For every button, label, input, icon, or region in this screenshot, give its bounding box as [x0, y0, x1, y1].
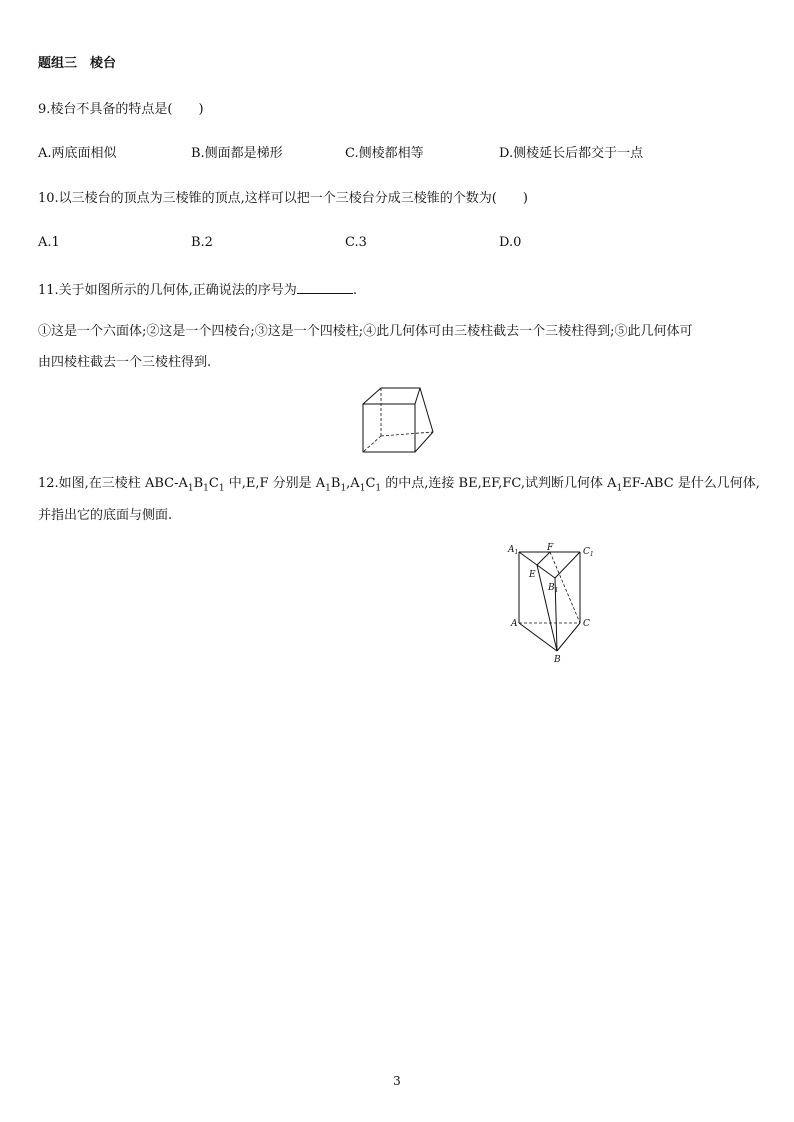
- label-b1: $B_1$: [548, 583, 559, 594]
- label-a1: $A_1$: [508, 545, 519, 556]
- page-number: 3: [393, 1074, 401, 1088]
- hidden-edge-diagonal: [363, 436, 381, 452]
- q11-stem: [38, 280, 357, 300]
- q12-prism-figure: [505, 543, 600, 668]
- q10-stem: 10.以三棱台的顶点为三棱锥的顶点,这样可以把一个三棱台分成三棱锥的个数为( ): [38, 191, 528, 206]
- q12-stem-line-1: [38, 475, 760, 498]
- q12-text-1: 12.如图,在三棱柱 ABC-A: [38, 476, 188, 491]
- subscript: 1: [359, 483, 366, 494]
- subscript: 1: [340, 483, 347, 494]
- label-a: A: [511, 619, 518, 629]
- label-b: B: [554, 655, 561, 665]
- q11-stem-text: 11.关于如图所示的几何体,正确说法的序号为: [38, 283, 297, 298]
- q10-option-d: D.0: [499, 235, 522, 250]
- q10-option-a: A.1: [38, 235, 60, 250]
- q9-option-d: D.侧棱延长后都交于一点: [499, 146, 644, 161]
- subscript: 1: [616, 483, 623, 494]
- label-c1: $C_1$: [583, 547, 594, 558]
- subscript: 1: [375, 483, 382, 494]
- right-faces: [415, 388, 433, 452]
- label-e: E: [529, 570, 536, 580]
- q12-text-6: ,A: [346, 476, 360, 491]
- hidden-edge-back: [381, 432, 433, 436]
- subscript: 1: [203, 483, 209, 494]
- q10-option-c: C.3: [345, 235, 367, 250]
- label-f: F: [547, 543, 554, 553]
- q12-text-2: B: [193, 476, 204, 491]
- q12-text-7: C: [365, 476, 376, 491]
- q11-statements-line-1: ①这是一个六面体;②这是一个四棱台;③这是一个四棱柱;④此几何体可由三棱柱截去一个三棱柱得到;⑤此几何体可: [38, 324, 693, 339]
- q9-stem: 9.棱台不具备的特点是( ): [38, 102, 204, 117]
- label-c: C: [583, 619, 590, 629]
- q9-option-b: B.侧面都是梯形: [191, 146, 283, 161]
- subscript: 1: [325, 483, 331, 494]
- q11-figure: [358, 384, 438, 456]
- edge-c-b: [557, 623, 580, 651]
- q12-text-5: B: [330, 476, 341, 491]
- q10-option-b: B.2: [191, 235, 213, 250]
- q12-stem-line-2: 并指出它的底面与侧面.: [38, 508, 173, 523]
- q12-text-3: C: [208, 476, 219, 491]
- edge-c1-b1: [555, 552, 580, 578]
- front-face: [363, 404, 415, 452]
- q11-statements-line-2: 由四棱柱截去一个三棱柱得到.: [38, 355, 212, 370]
- top-face: [363, 388, 420, 404]
- answer-blank: [297, 280, 353, 294]
- q12-text-9: EF-ABC 是什么几何体,: [622, 476, 760, 491]
- q12-text-4: 中,E,F 分别是 A: [224, 476, 326, 491]
- section-title: 题组三 棱台: [38, 56, 117, 71]
- q12-text-8: 的中点,连接 BE,EF,FC,试判断几何体 A: [381, 476, 617, 491]
- subscript: 1: [218, 483, 225, 494]
- segment-e-f: [537, 552, 550, 565]
- q9-option-a: A.两底面相似: [38, 146, 117, 161]
- q9-option-c: C.侧棱都相等: [345, 146, 424, 161]
- q11-stem-end: .: [352, 283, 357, 298]
- subscript: 1: [187, 483, 194, 494]
